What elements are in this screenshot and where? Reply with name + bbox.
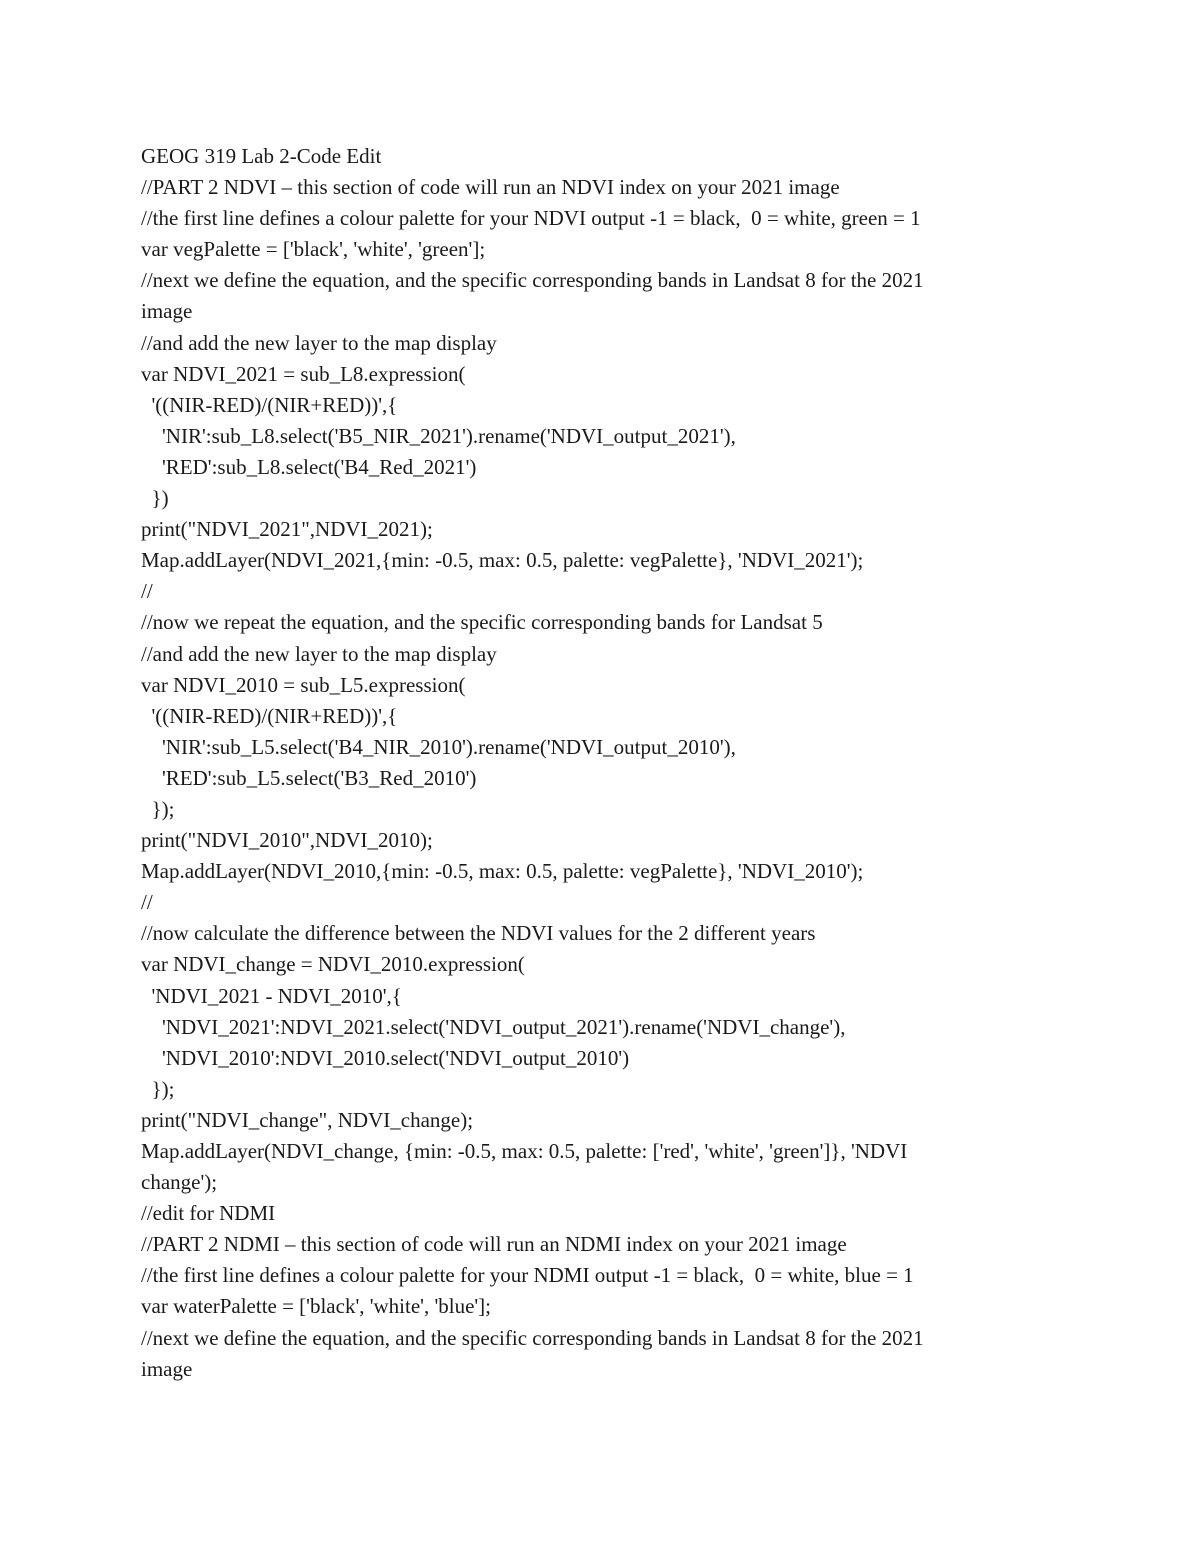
text-line: // [141, 890, 153, 915]
text-line: var NDVI_2021 = sub_L8.expression( [141, 361, 466, 386]
text-line: //now calculate the difference between the NDVI values for the 2 different years [141, 921, 816, 946]
text-line: //the first line defines a colour palette for your NDMI output -1 = black, 0 = white, blue = 1 [141, 1263, 914, 1288]
text-line: 'NDVI_2021':NDVI_2021.select('NDVI_output_2021').rename('NDVI_change'), [141, 1014, 846, 1039]
text-line: //edit for NDMI [141, 1201, 276, 1226]
text-line: //PART 2 NDVI – this section of code will run an NDVI index on your 2021 image [141, 175, 840, 200]
text-line: image [141, 1356, 193, 1381]
text-line: var waterPalette = ['black', 'white', 'blue']; [141, 1294, 491, 1319]
text-line: change'); [141, 1170, 218, 1195]
text-line: }) [141, 486, 169, 511]
text-line: Map.addLayer(NDVI_2021,{min: -0.5, max: 0.5, palette: vegPalette}, 'NDVI_2021'); [141, 548, 864, 573]
text-line: var NDVI_2010 = sub_L5.expression( [141, 672, 466, 697]
text-line: Map.addLayer(NDVI_2010,{min: -0.5, max: 0.5, palette: vegPalette}, 'NDVI_2010'); [141, 859, 864, 884]
text-line: image [141, 299, 193, 324]
text-line: //the first line defines a colour palette for your NDVI output -1 = black, 0 = white, green = 1 [141, 206, 921, 231]
text-line: 'NIR':sub_L5.select('B4_NIR_2010').rename('NDVI_output_2010'), [141, 734, 736, 759]
text-line: var vegPalette = ['black', 'white', 'green']; [141, 237, 486, 262]
document-title: GEOG 319 Lab 2-Code Edit [141, 144, 382, 168]
text-line: //now we repeat the equation, and the specific corresponding bands for Landsat 5 [141, 610, 823, 635]
text-line: print("NDVI_2010",NDVI_2010); [141, 828, 433, 853]
text-line: print("NDVI_2021",NDVI_2021); [141, 517, 433, 542]
text-line: 'NDVI_2021 - NDVI_2010',{ [141, 983, 402, 1008]
text-line: }); [141, 1076, 175, 1101]
text-line: // [141, 579, 153, 604]
text-line: 'NIR':sub_L8.select('B5_NIR_2021').rename('NDVI_output_2021'), [141, 423, 736, 448]
text-line: 'NDVI_2010':NDVI_2010.select('NDVI_output_2010') [141, 1045, 630, 1070]
text-line: '((NIR-RED)/(NIR+RED))',{ [141, 703, 398, 728]
text-line: '((NIR-RED)/(NIR+RED))',{ [141, 392, 398, 417]
text-line: //next we define the equation, and the specific corresponding bands in Landsat 8 for the 2021 [141, 1325, 924, 1350]
document-text [141, 141, 1041, 1385]
text-line: Map.addLayer(NDVI_change, {min: -0.5, max: 0.5, palette: ['red', 'white', 'green']}, 'NDVI [141, 1139, 908, 1163]
text-line: var NDVI_change = NDVI_2010.expression( [141, 952, 525, 977]
text-line: print("NDVI_change", NDVI_change); [141, 1107, 474, 1132]
text-line: //PART 2 NDMI – this section of code will run an NDMI index on your 2021 image [141, 1232, 847, 1257]
text-line: //next we define the equation, and the specific corresponding bands in Landsat 8 for the 2021 [141, 268, 924, 293]
text-line: 'RED':sub_L8.select('B4_Red_2021') [141, 454, 477, 479]
text-line: //and add the new layer to the map display [141, 641, 497, 666]
text-line: //and add the new layer to the map display [141, 330, 497, 355]
text-line: 'RED':sub_L5.select('B3_Red_2010') [141, 765, 477, 790]
text-line: }); [141, 796, 175, 821]
